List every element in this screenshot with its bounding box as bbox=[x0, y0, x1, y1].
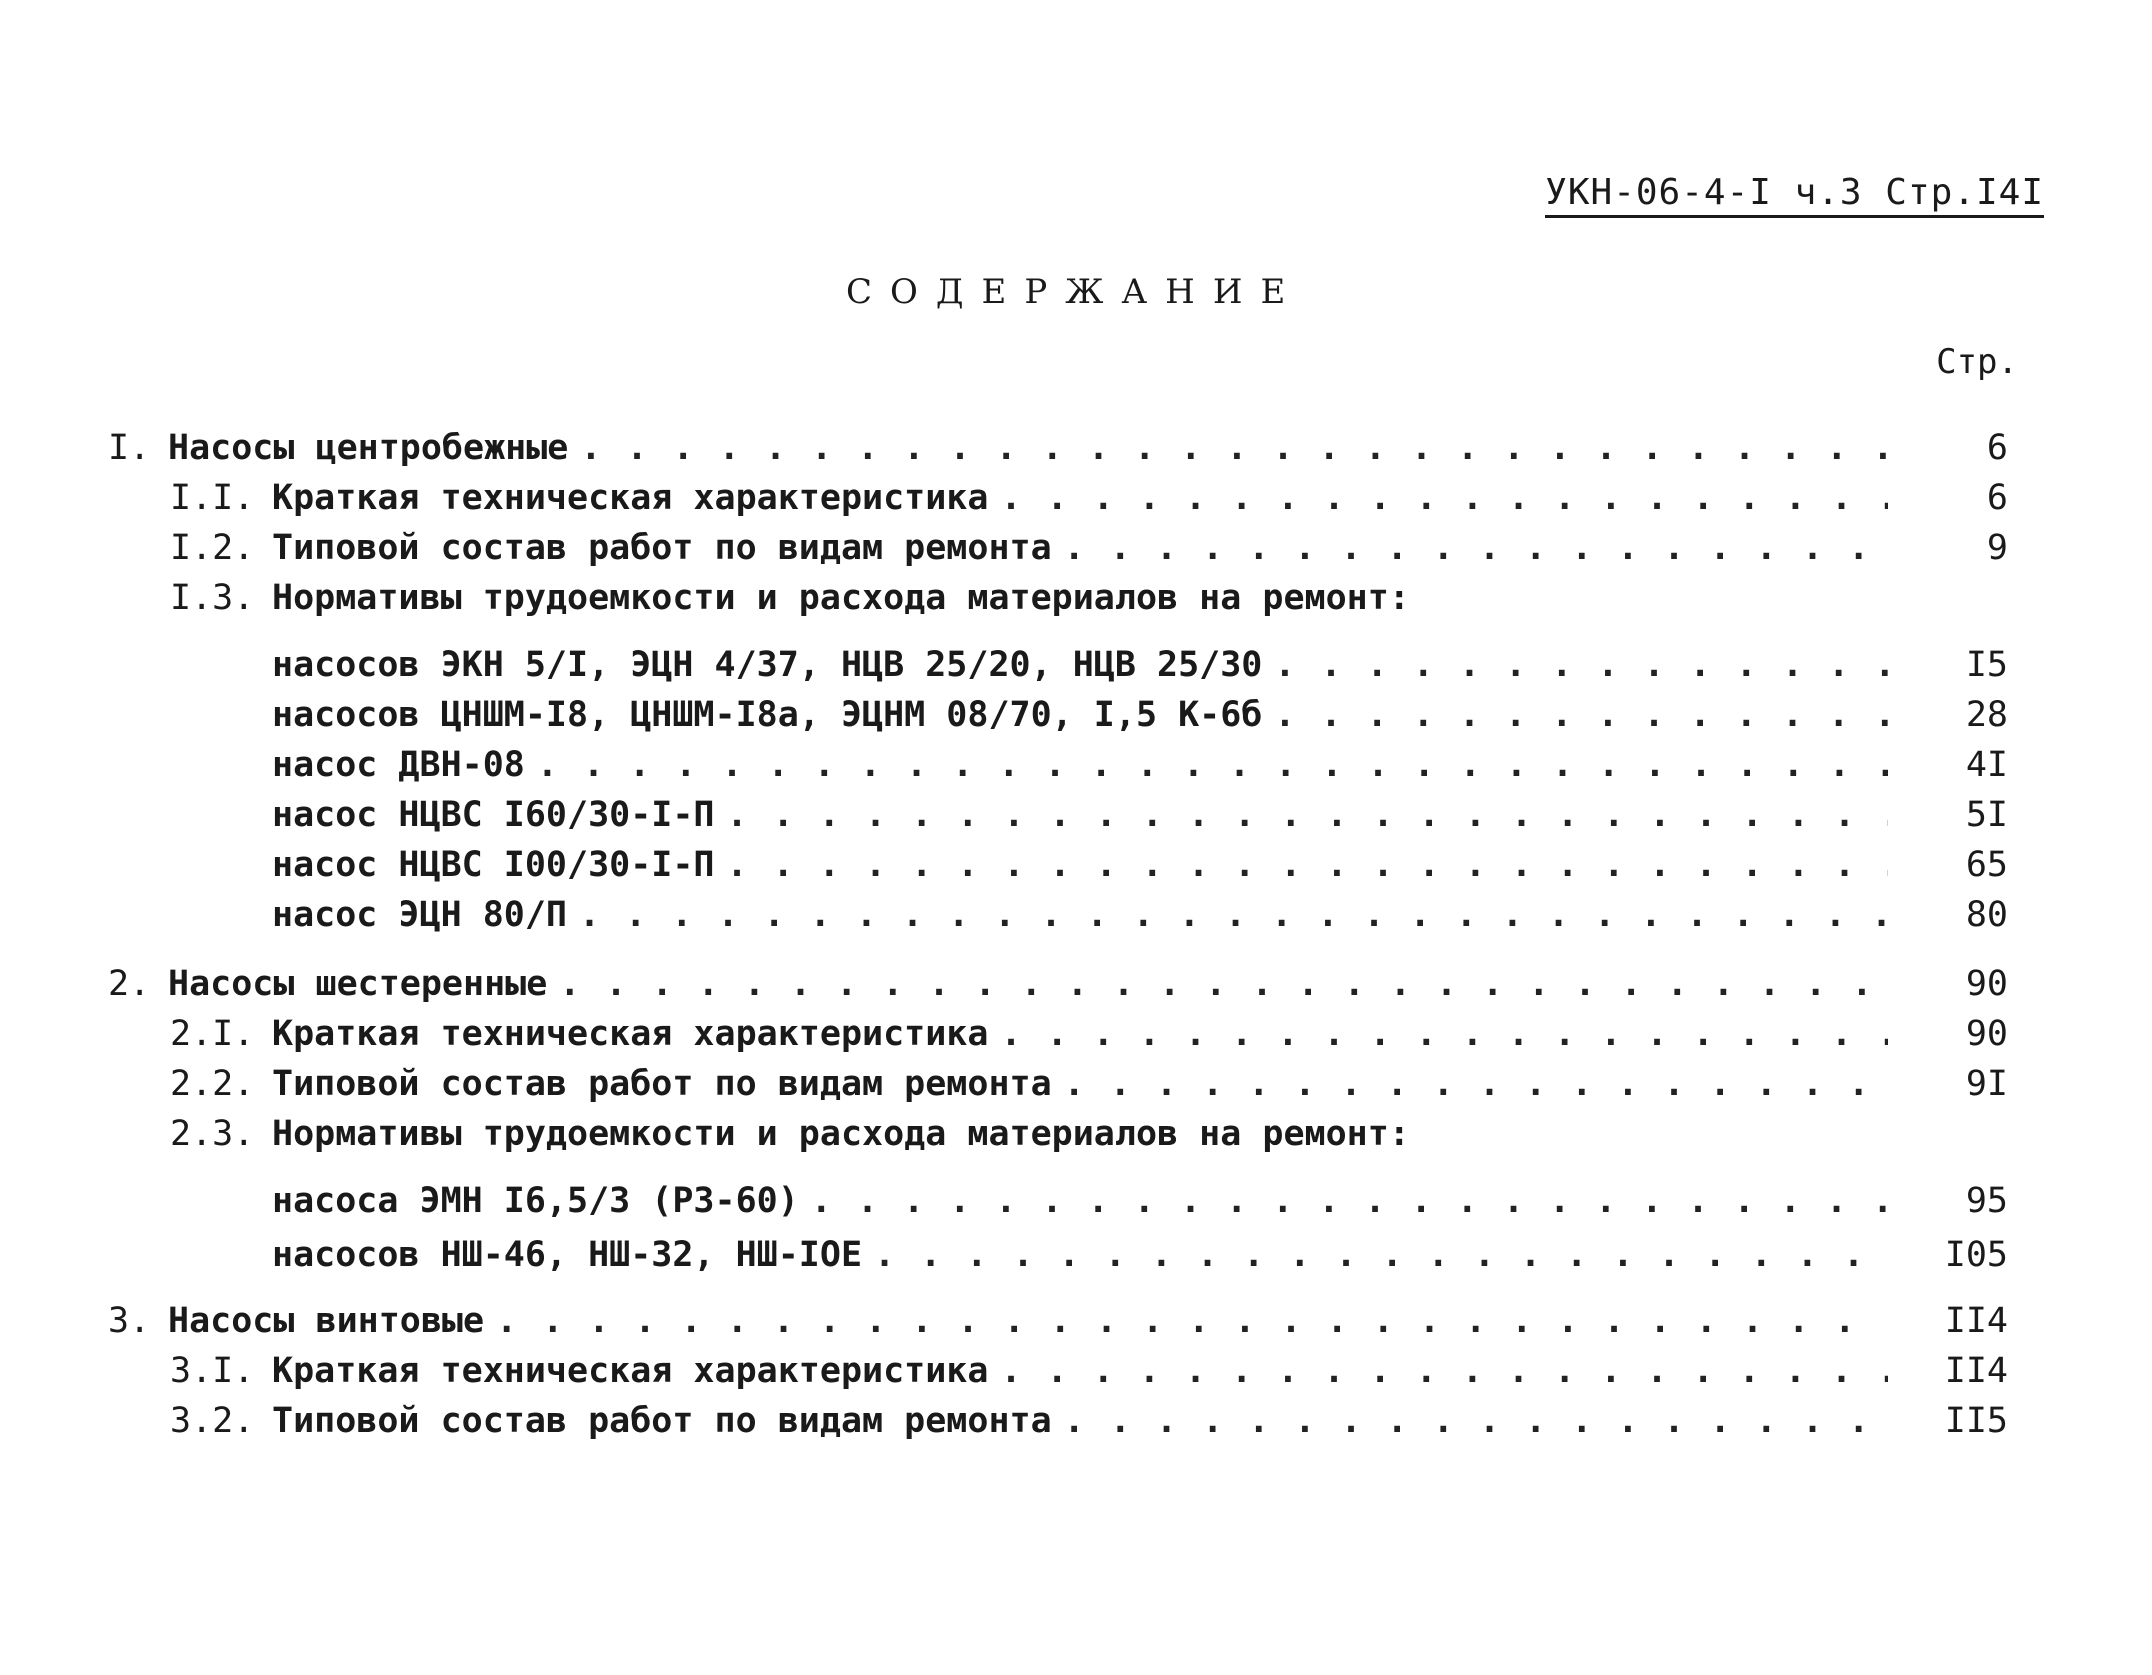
toc-entry[interactable] bbox=[108, 964, 2008, 1010]
toc-entry[interactable] bbox=[170, 528, 2008, 574]
toc-entry-page: 9 bbox=[1986, 528, 2008, 568]
toc-entry[interactable] bbox=[272, 695, 2008, 741]
toc-entry[interactable] bbox=[170, 1401, 2008, 1447]
toc-entry-number: I.3. bbox=[170, 578, 255, 618]
toc-entry[interactable] bbox=[170, 1014, 2008, 1060]
toc-leader-dots bbox=[1000, 1014, 1888, 1054]
toc-entry-page: I5 bbox=[1965, 645, 2008, 685]
toc-entry[interactable] bbox=[108, 428, 2008, 474]
toc-leader-dots bbox=[496, 1301, 1888, 1341]
toc-leader-dots bbox=[1000, 1351, 1888, 1391]
toc-leader-dots bbox=[1064, 1064, 1888, 1104]
toc-entry-page: 4I bbox=[1965, 745, 2008, 785]
toc-leader-dots bbox=[727, 845, 1888, 885]
toc-entry-number: I.I. bbox=[170, 478, 255, 518]
toc-leader-dots bbox=[559, 964, 1888, 1004]
toc-entry-title: Насосы центробежные bbox=[168, 428, 569, 468]
toc-entry-number: 2.2. bbox=[170, 1064, 255, 1104]
toc-entry[interactable] bbox=[170, 1114, 2008, 1160]
toc-entry-title: насосов ЦНШМ-I8, ЦНШМ-I8а, ЭЦНМ 08/70, I,5 К-6б bbox=[272, 695, 1263, 735]
toc-entry[interactable] bbox=[272, 745, 2008, 791]
toc-leader-dots bbox=[580, 428, 1888, 468]
toc-entry-title: Типовой состав работ по видам ремонта bbox=[272, 1401, 1052, 1441]
toc-entry-page: II4 bbox=[1944, 1301, 2008, 1341]
toc-entry-number: I.2. bbox=[170, 528, 255, 568]
toc-entry-page: II5 bbox=[1944, 1401, 2008, 1441]
toc-entry-title: насос НЦВС I60/30-I-П bbox=[272, 795, 715, 835]
page-title: СОДЕРЖАНИЕ bbox=[846, 272, 1304, 312]
toc-leader-dots bbox=[1274, 645, 1888, 685]
toc-entry[interactable] bbox=[272, 645, 2008, 691]
toc-entry-title: насос НЦВС I00/30-I-П bbox=[272, 845, 715, 885]
toc-entry-page: 90 bbox=[1965, 1014, 2008, 1054]
page-column-header: Стр. bbox=[1936, 342, 2018, 382]
toc-leader-dots bbox=[579, 895, 1888, 935]
toc-entry-number: I. bbox=[108, 428, 151, 468]
toc-entry-page: 95 bbox=[1965, 1181, 2008, 1221]
toc-entry-page: 5I bbox=[1965, 795, 2008, 835]
toc-leader-dots bbox=[1064, 1401, 1888, 1441]
toc-entry-title: Нормативы трудоемкости и расхода материалов на ремонт: bbox=[272, 1114, 1410, 1154]
toc-entry-number: 3. bbox=[108, 1301, 151, 1341]
toc-entry[interactable] bbox=[272, 1181, 2008, 1227]
toc-entry-page: 80 bbox=[1965, 895, 2008, 935]
toc-entry-title: Краткая техническая характеристика bbox=[272, 478, 989, 518]
toc-leader-dots bbox=[874, 1235, 1888, 1275]
toc-entry-number: 3.2. bbox=[170, 1401, 255, 1441]
toc-entry[interactable] bbox=[272, 895, 2008, 941]
toc-leader-dots bbox=[1274, 695, 1888, 735]
toc-entry-page: 65 bbox=[1965, 845, 2008, 885]
toc-entry-number: 2.3. bbox=[170, 1114, 255, 1154]
toc-leader-dots bbox=[537, 745, 1888, 785]
toc-entry-title: Насосы шестеренные bbox=[168, 964, 548, 1004]
toc-entry-title: Краткая техническая характеристика bbox=[272, 1014, 989, 1054]
toc-entry[interactable] bbox=[170, 1351, 2008, 1397]
toc-entry-page: 9I bbox=[1965, 1064, 2008, 1104]
toc-entry-number: 2.I. bbox=[170, 1014, 255, 1054]
toc-entry[interactable] bbox=[272, 845, 2008, 891]
toc-entry-title: Типовой состав работ по видам ремонта bbox=[272, 528, 1052, 568]
toc-entry-page: II4 bbox=[1944, 1351, 2008, 1391]
toc-entry[interactable] bbox=[108, 1301, 2008, 1347]
toc-leader-dots bbox=[727, 795, 1888, 835]
toc-entry-page: 6 bbox=[1986, 478, 2008, 518]
document-code: УКН-06-4-I ч.3 Стр.I4I bbox=[1545, 172, 2044, 218]
toc-entry[interactable] bbox=[272, 1235, 2008, 1281]
toc-entry[interactable] bbox=[170, 578, 2008, 624]
toc-entry-page: 28 bbox=[1965, 695, 2008, 735]
toc-entry-page: I05 bbox=[1944, 1235, 2008, 1275]
toc-entry-title: насос ЭЦН 80/П bbox=[272, 895, 568, 935]
toc-entry[interactable] bbox=[170, 1064, 2008, 1110]
toc-entry[interactable] bbox=[272, 795, 2008, 841]
toc-entry-title: насосов ЭКН 5/I, ЭЦН 4/37, НЦВ 25/20, НЦВ 25/30 bbox=[272, 645, 1263, 685]
toc-entry-title: насос ДВН-08 bbox=[272, 745, 525, 785]
toc-entry-number: 2. bbox=[108, 964, 151, 1004]
toc-entry-page: 90 bbox=[1965, 964, 2008, 1004]
toc-entry[interactable] bbox=[170, 478, 2008, 524]
toc-entry-title: насосов НШ-46, НШ-32, НШ-IOE bbox=[272, 1235, 863, 1275]
toc-entry-title: Насосы винтовые bbox=[168, 1301, 485, 1341]
toc-leader-dots bbox=[1064, 528, 1888, 568]
toc-leader-dots bbox=[1000, 478, 1888, 518]
toc-entry-number: 3.I. bbox=[170, 1351, 255, 1391]
toc-entry-page: 6 bbox=[1986, 428, 2008, 468]
toc-entry-title: Нормативы трудоемкости и расхода материалов на ремонт: bbox=[272, 578, 1410, 618]
toc-leader-dots bbox=[811, 1181, 1888, 1221]
toc-entry-title: Краткая техническая характеристика bbox=[272, 1351, 989, 1391]
toc-entry-title: Типовой состав работ по видам ремонта bbox=[272, 1064, 1052, 1104]
toc-entry-title: насоса ЭМН I6,5/3 (РЗ-60) bbox=[272, 1181, 799, 1221]
